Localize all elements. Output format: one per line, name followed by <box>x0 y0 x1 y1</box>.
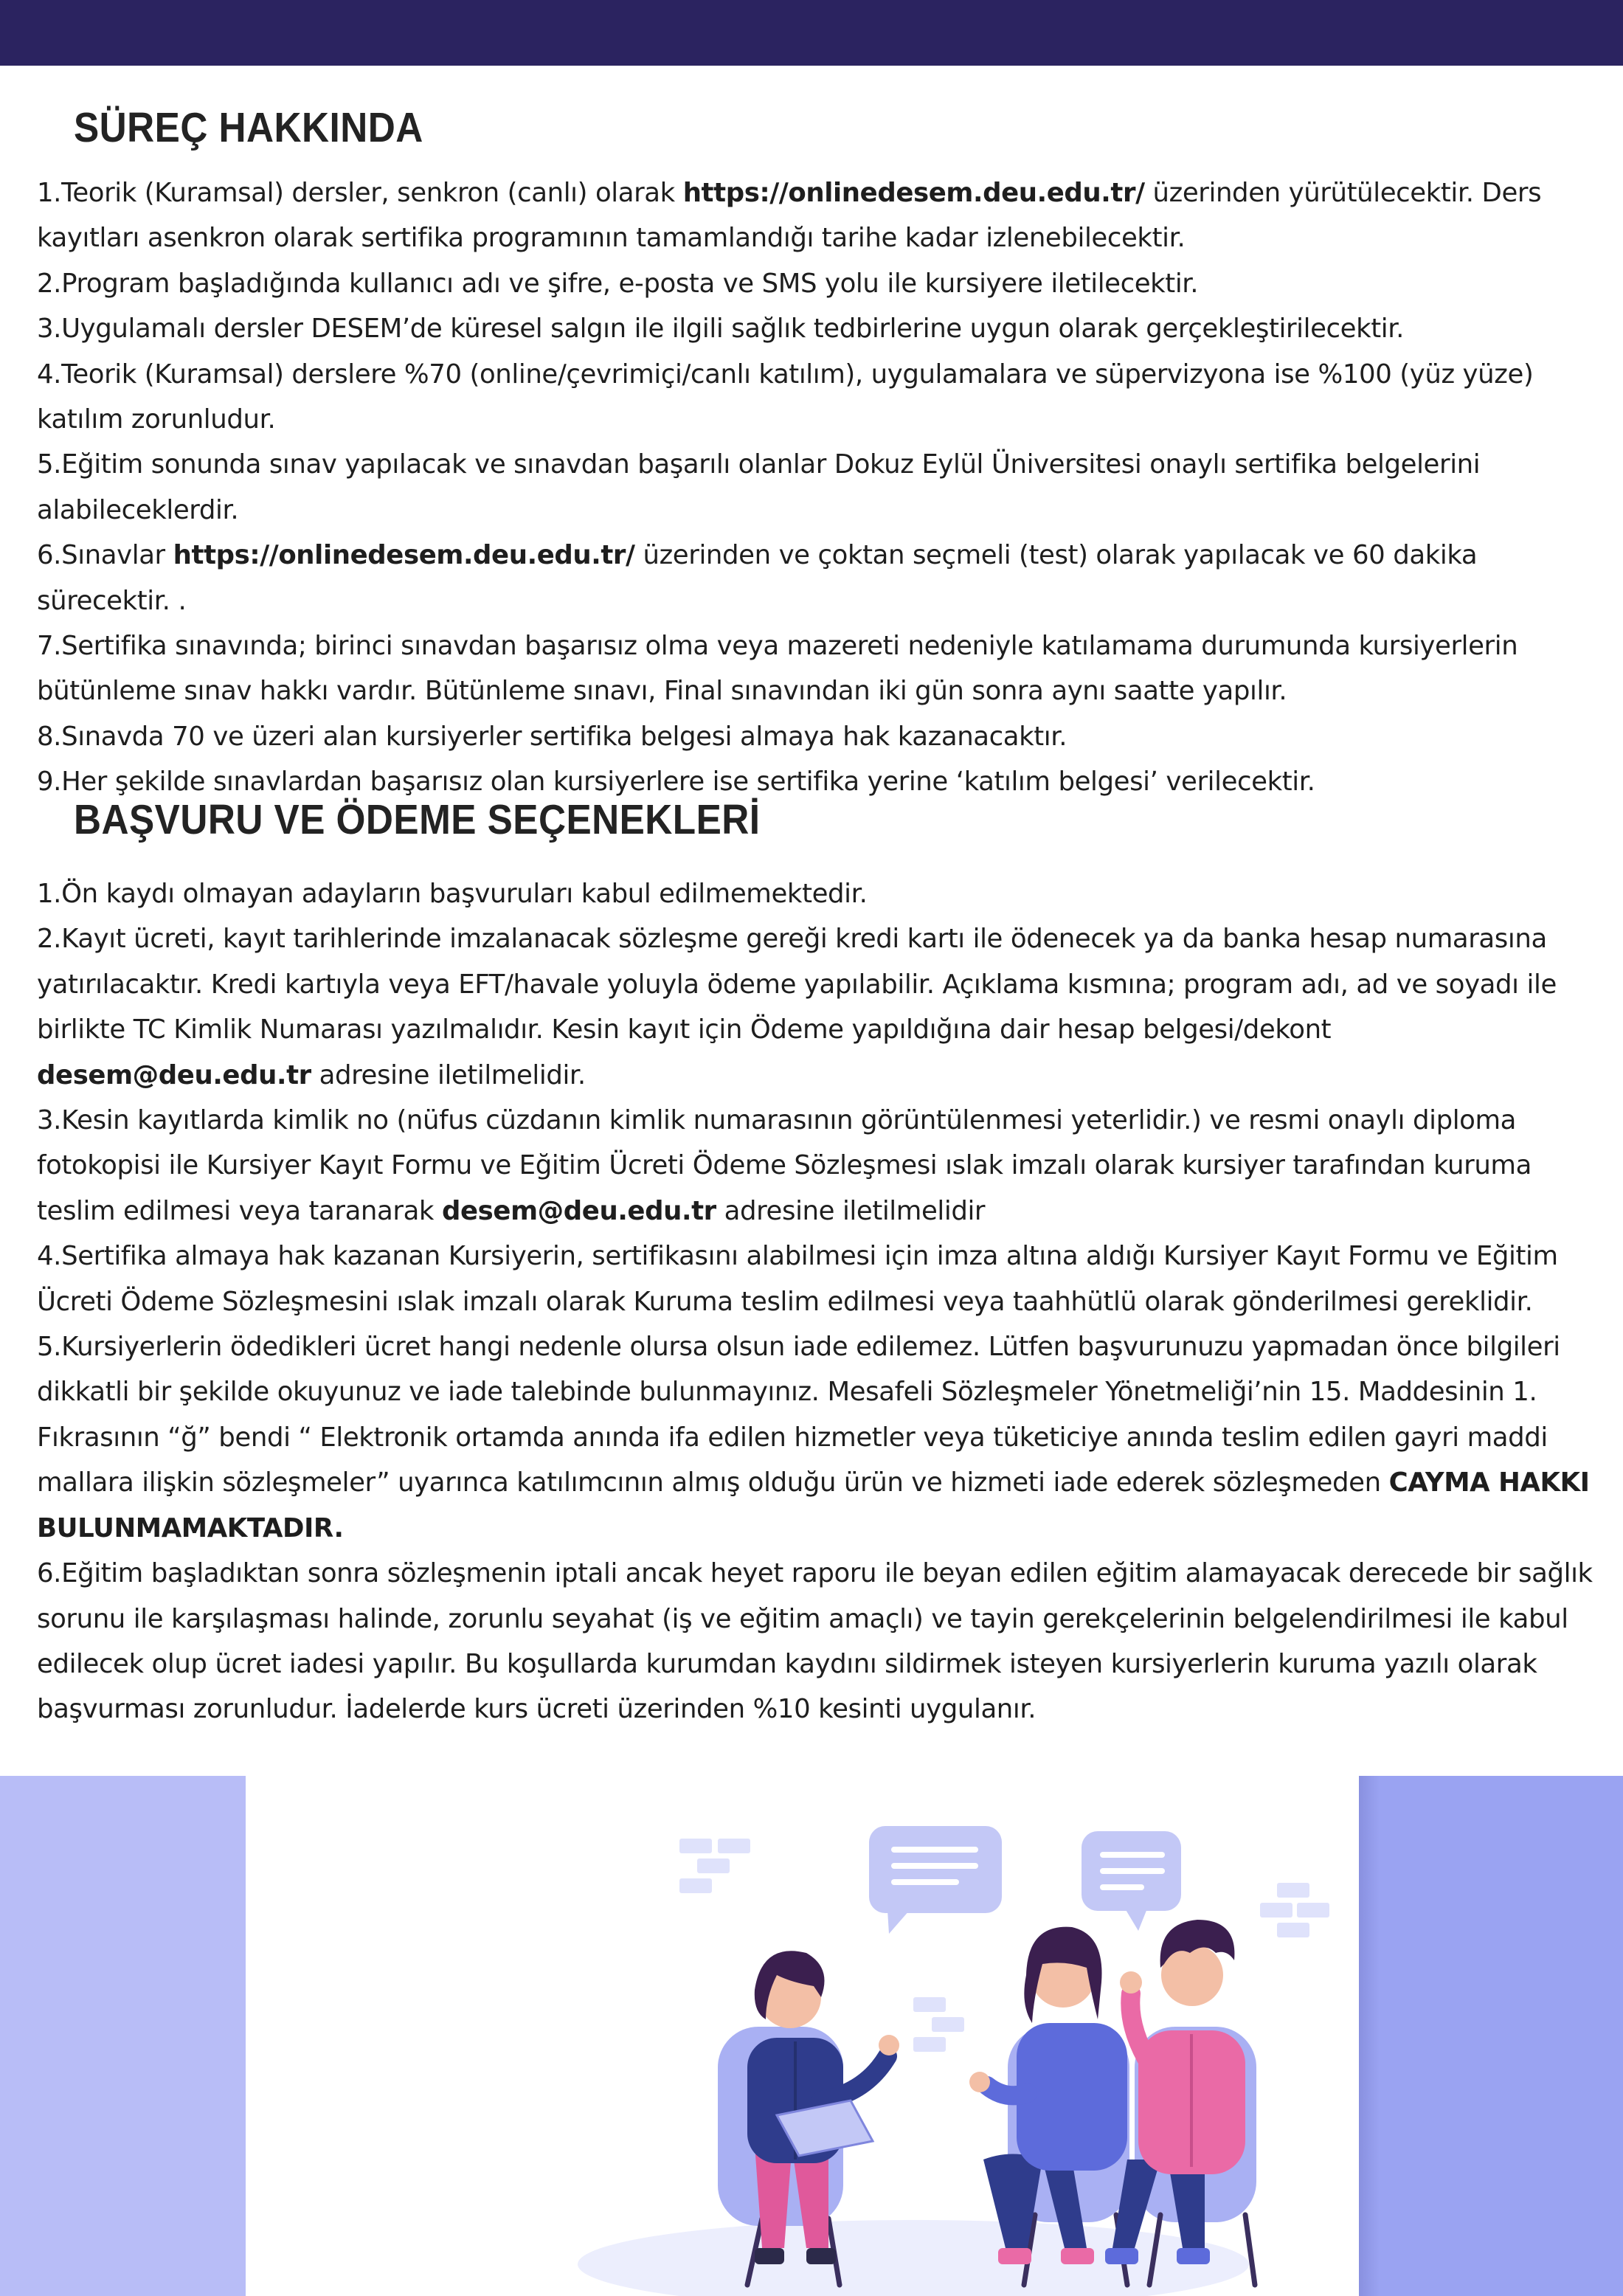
speech-bubble-icon-2 <box>1082 1831 1181 1931</box>
illustration-panel-shadow <box>1359 1776 1380 2296</box>
basvuru-item-6: 6.Eğitim başladıktan sonra sözleşmenin iptali ancak heyet raporu ile beyan edilen eğitim alamayacak derecede bir sağlık sorunu ile karşılaşması halinde, zorunlu seyahat (iş ve eğitim amaçlı) ve tayin gerekçelerinin belgelendirilmesi ile kabul edilecek olup ücret iadesi yapılır. Bu koşullarda kurumdan kaydını sildirmek isteyen kursiyerlerin kuruma yazılı olarak başvurması zorunludur. İadelerde kurs ücreti üzerinden %10 kesinti uygulanır. <box>37 1558 1593 1725</box>
header-band <box>0 0 1623 66</box>
illustration-side-panel-left <box>0 1776 246 2296</box>
basvuru-item-4: 4.Sertifika almaya hak kazanan Kursiyerin, sertifikasını alabilmesi için imza altına aldığı Kursiyer Kayıt Formu ve Eğitim Ücreti Ödeme Sözleşmesini ıslak imzalı olarak Kuruma teslim edilmesi veya taahhütlü olarak gönderilmesi gereklidir. <box>37 1241 1558 1317</box>
surec-item-5: 5.Eğitim sonunda sınav yapılacak ve sınavdan başarılı olanlar Dokuz Eylül Üniversitesi onaylı sertifika belgelerini alabileceklerdir. <box>37 449 1481 525</box>
speech-bubble-icon-1 <box>869 1826 1002 1934</box>
email-text: desem@deu.edu.tr <box>37 1059 311 1090</box>
section-title-surec: SÜREÇ HAKKINDA <box>74 104 423 151</box>
basvuru-item-1: 1.Ön kaydı olmayan adayların başvuruları kabul edilmemektedir. <box>37 879 868 909</box>
cayma-hakki-notice: CAYMA HAKKI BULUNMAMAKTADIR. <box>37 1467 1590 1543</box>
discussion-illustration <box>246 1776 1359 2296</box>
email-text: desem@deu.edu.tr <box>441 1195 716 1226</box>
basvuru-item-3: 3.Kesin kayıtlarda kimlik no (nüfus cüzdanın kimlik numarasının görüntülenmesi yeterlidir.) ve resmi onaylı diploma fotokopisi ile Kursiyer Kayıt Formu ve Eğitim Ücreti Ödeme Sözleşmesi ıslak imzalı olarak kursiyer tarafından kuruma teslim edilmesi veya taranarak desem@deu.edu.tr adresine iletilmelidir <box>37 1105 1532 1226</box>
people-talking-illustration <box>246 1776 1359 2296</box>
surec-list <box>37 170 1608 805</box>
basvuru-item-2: 2.Kayıt ücreti, kayıt tarihlerinde imzalanacak sözleşme gereği kredi kartı ile ödenecek ya da banka hesap numarasına yatırılacaktır. Kredi kartıyla veya EFT/havale yoluyla ödeme yapılabilir. Açıklama kısmına; program adı, ad ve soyadı ile birlikte TC Kimlik Numarası yazılmalıdır. Kesin kayıt için Ödeme yapıldığına dair hesap belgesi/dekont desem@deu.edu.tr adresine iletilmelidir. <box>37 924 1557 1090</box>
url-link: https://onlinedesem.deu.edu.tr/ <box>173 540 635 571</box>
surec-item-2: 2.Program başladığında kullanıcı adı ve şifre, e-posta ve SMS yolu ile kursiyere iletilecektir. <box>37 268 1199 299</box>
brick-decoration-center <box>913 1997 964 2052</box>
person-left <box>747 1951 899 2264</box>
surec-item-8: 8.Sınavda 70 ve üzeri alan kursiyerler sertifika belgesi almaya hak kazanacaktır. <box>37 721 1067 752</box>
illustration-side-panel-right <box>1359 1776 1623 2296</box>
url-link: https://onlinedesem.deu.edu.tr/ <box>682 178 1145 208</box>
surec-item-9: 9.Her şekilde sınavlardan başarısız olan kursiyerlere ise sertifika yerine ‘katılım belgesi’ verilecektir. <box>37 767 1315 798</box>
surec-item-6: 6.Sınavlar https://onlinedesem.deu.edu.tr/ üzerinden ve çoktan seçmeli (test) olarak yapılacak ve 60 dakika sürecektir. . <box>37 540 1478 616</box>
section-title-basvuru: BAŞVURU VE ÖDEME SEÇENEKLERİ <box>74 796 761 843</box>
surec-item-7: 7.Sertifika sınavında; birinci sınavdan başarısız olma veya mazereti nedeniyle katılamama durumunda kursiyerlerin bütünleme sınav hakkı vardır. Bütünleme sınavı, Final sınavından iki gün sonra aynı saatte yapılır. <box>37 631 1518 707</box>
surec-item-3: 3.Uygulamalı dersler DESEM’de küresel salgın ile ilgili sağlık tedbirlerine uygun olarak gerçekleştirilecektir. <box>37 314 1405 345</box>
surec-item-1: 1.Teorik (Kuramsal) dersler, senkron (canlı) olarak https://onlinedesem.deu.edu.tr/ üzerinden yürütülecektir. Ders kayıtları asenkron olarak sertifika programının tamamlandığı tarihe kadar izlenebilecektir. <box>37 178 1542 254</box>
brick-decoration-left <box>679 1839 750 1893</box>
brick-decoration-right <box>1260 1883 1329 1937</box>
basvuru-item-5: 5.Kursiyerlerin ödedikleri ücret hangi nedenle olursa olsun iade edilemez. Lütfen başvurunuzu yapmadan önce bilgileri dikkatli bir şekilde okuyunuz ve iade talebinde bulunmayınız. Mesafeli Sözleşmeler Yönetmeliği’nin 15. Maddesinin 1. Fıkrasının “ğ” bendi “ Elektronik ortamda anında ifa edilen hizmetler veya tüketiciye anında teslim edilen gayri maddi mallara ilişkin sözleşmeler” uyarınca katılımcının almış olduğu ürün ve hizmeti iade ederek sözleşmeden CAYMA HAKKI BULUNMAMAKTADIR. <box>37 1332 1590 1543</box>
basvuru-list <box>37 871 1608 1732</box>
surec-item-4: 4.Teorik (Kuramsal) derslere %70 (online/çevrimiçi/canlı katılım), uygulamalara ve süpervizyona ise %100 (yüz yüze) katılım zorunludur. <box>37 359 1534 435</box>
